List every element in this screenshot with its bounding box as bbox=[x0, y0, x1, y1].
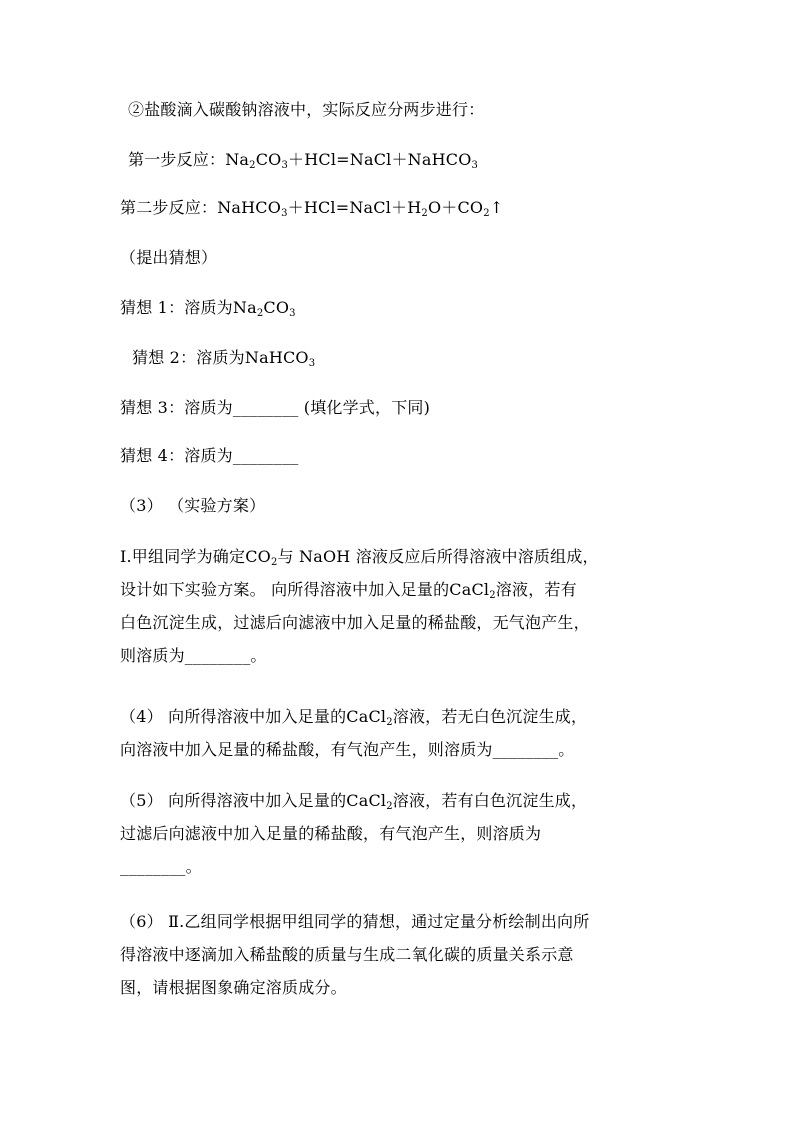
q6-line-1: （6） Ⅱ.乙组同学根据甲组同学的猜想，通过定量分析绘制出向所 bbox=[120, 912, 590, 931]
q5-line-1-sub: 2 bbox=[386, 801, 393, 812]
step1-eq-c: ＋HCl=NaCl＋NaHCO bbox=[288, 150, 472, 169]
q4-line-1 bbox=[120, 700, 680, 733]
hypothesis-1-b-sub: 3 bbox=[289, 308, 296, 319]
step2-eq-a: NaHCO bbox=[217, 198, 282, 217]
q6-line-2: 得溶液中逐滴加入稀盐酸的质量与生成二氧化碳的质量关系示意 bbox=[120, 945, 574, 964]
paragraph-question-6 bbox=[120, 905, 680, 1004]
step1-eq-b: CO bbox=[255, 150, 282, 169]
intro-line bbox=[128, 100, 484, 120]
q5-line-1-a: （5） 向所得溶液中加入足量的CaCl bbox=[120, 791, 387, 810]
paragraph-a-line-2-b: 溶液，若有 bbox=[495, 580, 577, 599]
q4-line-1-sub: 2 bbox=[386, 717, 393, 728]
hypothesis-1-label: 猜想 1：溶质为 bbox=[120, 298, 233, 317]
hypothesis-2-a-sub: 3 bbox=[308, 358, 316, 369]
step2-eq-b-sub: 2 bbox=[421, 208, 428, 219]
step2-eq-c-sub: 2 bbox=[483, 208, 490, 219]
gas-arrow: ↑ bbox=[489, 198, 504, 217]
hypothesis-4 bbox=[120, 446, 298, 466]
paragraph-a-line-2 bbox=[120, 573, 680, 606]
q5-line-1 bbox=[120, 784, 680, 817]
hypothesis-2 bbox=[132, 348, 315, 368]
paragraph-a-line-3: 白色沉淀生成，过滤后向滤液中加入足量的稀盐酸，无气泡产生， bbox=[120, 613, 590, 632]
experiment-title bbox=[120, 496, 265, 516]
step2-eq-b: ＋HCl=NaCl＋H bbox=[287, 198, 422, 217]
step1-eq-a-sub: 2 bbox=[249, 160, 256, 171]
paragraph-a-line-1 bbox=[120, 540, 680, 573]
hypothesis-4-text: 猜想 4：溶质为________ bbox=[120, 446, 299, 465]
hypothesis-title bbox=[120, 248, 217, 268]
hypothesis-3 bbox=[120, 398, 430, 418]
hypothesis-1-a-sub: 2 bbox=[256, 308, 264, 319]
step1-reaction bbox=[128, 150, 478, 170]
step1-eq-c-sub: 3 bbox=[471, 160, 479, 171]
q5-line-2: 过滤后向滤液中加入足量的稀盐酸，有气泡产生，则溶质为 bbox=[120, 824, 542, 843]
step2-eq-c: O＋CO bbox=[427, 198, 484, 217]
hypothesis-1-b: CO bbox=[263, 298, 290, 317]
paragraph-group-a bbox=[120, 540, 680, 672]
experiment-title-text: （3） （实验方案） bbox=[120, 496, 266, 515]
step1-eq-b-sub: 3 bbox=[281, 160, 289, 171]
paragraph-a-line-2-sub: 2 bbox=[489, 590, 496, 601]
intro-text: ②盐酸滴入碳酸钠溶液中，实际反应分两步进行： bbox=[128, 100, 485, 119]
step1-label: 第一步反应： bbox=[128, 150, 226, 169]
paragraph-a-line-1-b: 与 NaOH 溶液反应后所得溶液中溶质组成， bbox=[277, 547, 599, 566]
paragraph-question-5 bbox=[120, 784, 680, 883]
hypothesis-title-text: （提出猜想） bbox=[120, 248, 218, 267]
paragraph-a-line-1-a: Ⅰ.甲组同学为确定CO bbox=[120, 547, 271, 566]
step2-label: 第二步反应： bbox=[120, 198, 218, 217]
paragraph-question-4 bbox=[120, 700, 680, 766]
q4-line-1-a: （4） 向所得溶液中加入足量的CaCl bbox=[120, 707, 387, 726]
hypothesis-1 bbox=[120, 298, 296, 318]
step2-reaction bbox=[120, 198, 503, 218]
hypothesis-3-text: 猜想 3：溶质为________ (填化学式，下同) bbox=[120, 398, 431, 417]
q4-line-1-b: 溶液，若无白色沉淀生成， bbox=[392, 707, 588, 726]
paragraph-a-line-4: 则溶质为________。 bbox=[120, 646, 267, 665]
hypothesis-2-label: 猜想 2：溶质为 bbox=[132, 348, 245, 367]
q6-line-3: 图，请根据图象确定溶质成分。 bbox=[120, 978, 347, 997]
q5-line-3: ________。 bbox=[120, 857, 202, 876]
paragraph-a-line-1-sub: 2 bbox=[270, 557, 278, 568]
step1-eq-a: Na bbox=[225, 150, 250, 169]
hypothesis-1-a: Na bbox=[232, 298, 257, 317]
step2-eq-a-sub: 3 bbox=[281, 208, 288, 219]
q5-line-1-b: 溶液，若有白色沉淀生成， bbox=[392, 791, 588, 810]
paragraph-a-line-2-a: 设计如下实验方案。 向所得溶液中加入足量的CaCl bbox=[120, 580, 490, 599]
q4-line-2: 向溶液中加入足量的稀盐酸，有气泡产生，则溶质为________。 bbox=[120, 740, 575, 759]
hypothesis-2-a: NaHCO bbox=[244, 348, 309, 367]
